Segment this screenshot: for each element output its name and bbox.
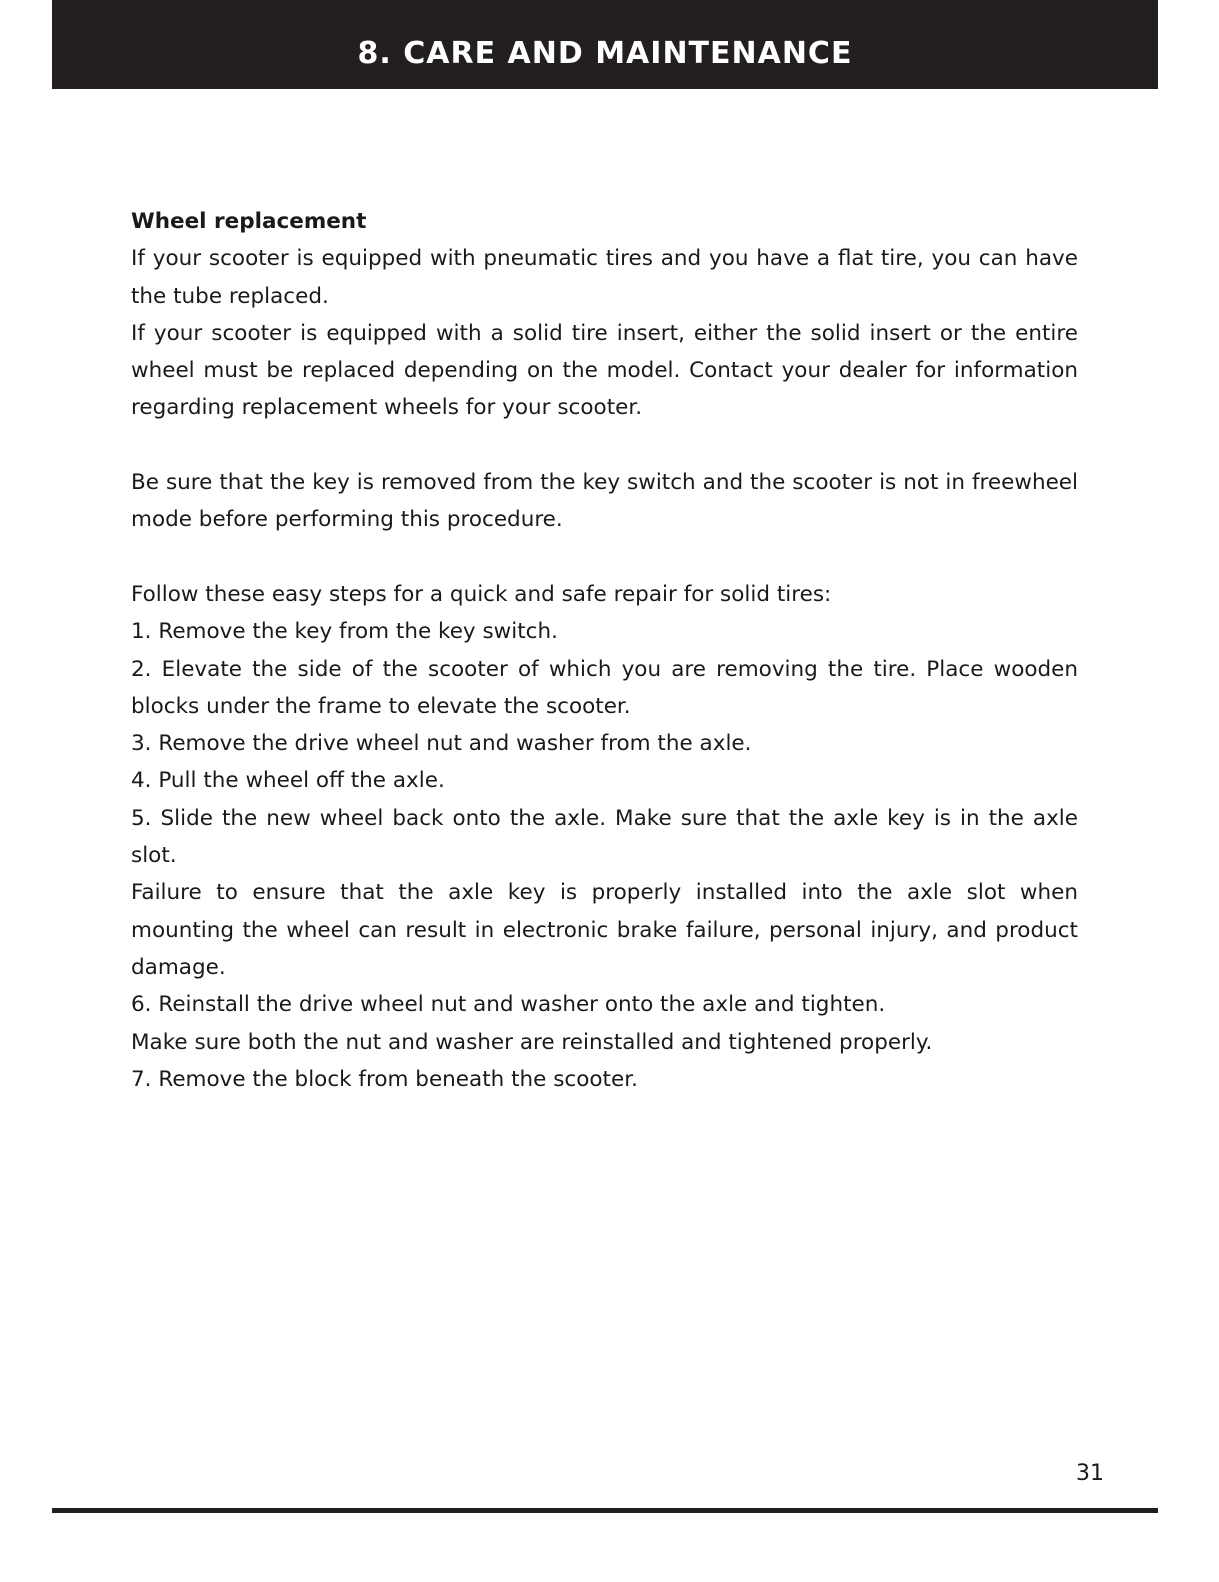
step-item: 7. Remove the block from beneath the scooter. <box>131 1066 638 1092</box>
step-caution-note: Failure to ensure that the axle key is properly installed into the axle slot when mounting the wheel can result in electronic brake failure, personal injury, and product damage. <box>131 880 1078 980</box>
chapter-header-bar <box>52 0 1158 89</box>
warning-paragraph: Be sure that the key is removed from the key switch and the scooter is not in freewheel mode before performing this procedure. <box>131 470 1078 533</box>
page-content <box>131 203 1078 1098</box>
intro-paragraph-solid: If your scooter is equipped with a solid tire insert, either the solid insert or the entire wheel must be replaced depending on the model. Contact your dealer for information regarding replacement wheels for your scooter. <box>131 320 1078 421</box>
step-item: 1. Remove the key from the key switch. <box>131 619 558 645</box>
steps-intro: Follow these easy steps for a quick and safe repair for solid tires: <box>131 581 832 607</box>
step-item: 6. Reinstall the drive wheel nut and washer onto the axle and tighten. <box>131 992 886 1018</box>
page-number: 31 <box>1076 1461 1104 1486</box>
section-heading: Wheel replacement <box>131 209 367 234</box>
chapter-title: 8. CARE AND MAINTENANCE <box>357 36 853 71</box>
step-item: 3. Remove the drive wheel nut and washer from the axle. <box>131 731 752 757</box>
intro-paragraph-pneumatic: If your scooter is equipped with pneumatic tires and you have a flat tire, you can have the tube replaced. <box>131 246 1078 309</box>
paragraph-gap <box>131 427 1078 464</box>
footer-divider <box>52 1508 1158 1513</box>
step-item: 2. Elevate the side of the scooter of which you are removing the tire. Place wooden blocks under the frame to elevate the scooter. <box>131 656 1078 719</box>
step-item: 5. Slide the new wheel back onto the axle. Make sure that the axle key is in the axle slot. <box>131 805 1078 869</box>
step-item: 4. Pull the wheel off the axle. <box>131 768 445 794</box>
step-note: Make sure both the nut and washer are reinstalled and tightened properly. <box>131 1029 933 1055</box>
paragraph-gap <box>131 539 1078 576</box>
